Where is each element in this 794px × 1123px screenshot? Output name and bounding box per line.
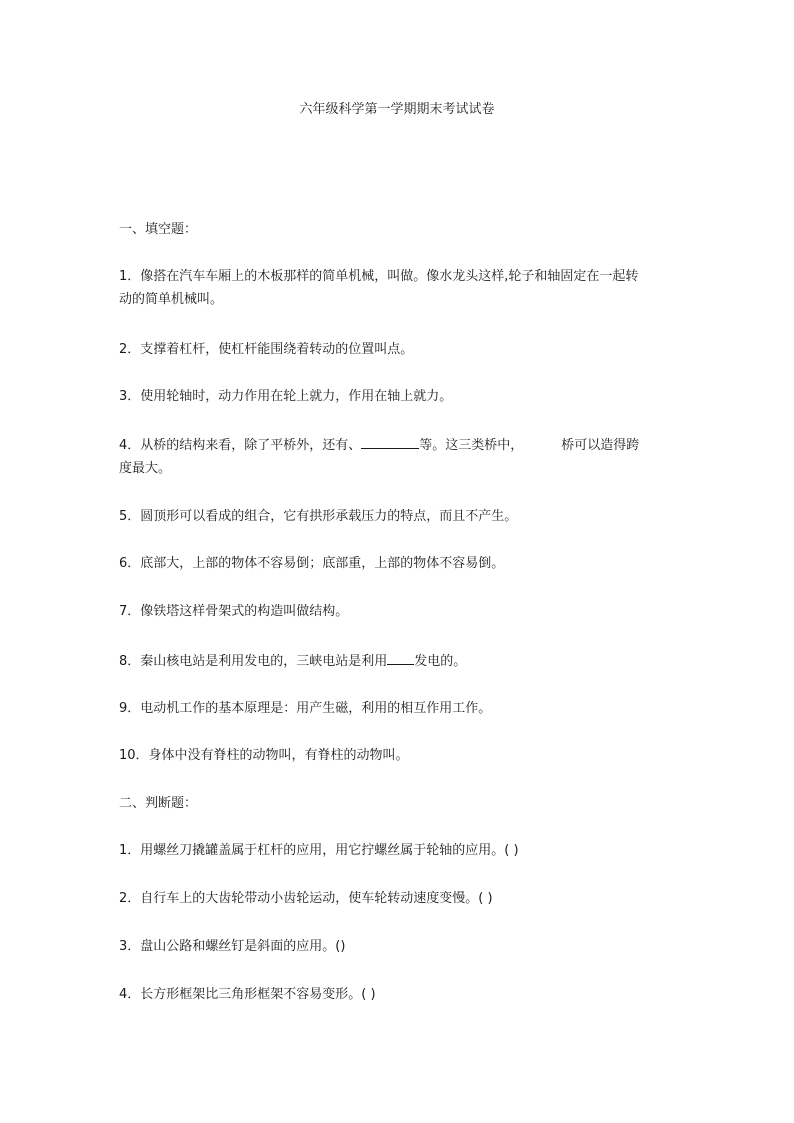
- question-8-part-a: 8．秦山核电站是利用发电的，三峡电站是利用: [119, 654, 388, 669]
- question-4-part-c: 桥可以造得跨: [561, 438, 640, 453]
- section-heading-fill-blank: 一、填空题：: [119, 222, 198, 237]
- question-8-part-b: 发电的。: [414, 654, 467, 669]
- tf-question-3: 3．盘山公路和螺丝钉是斜面的应用。(): [119, 939, 346, 954]
- question-10: 10．身体中没有脊柱的动物叫，有脊柱的动物叫。: [119, 748, 409, 763]
- question-1-line-1: 1．像搭在汽车车厢上的木板那样的简单机械，叫做。像水龙头这样,轮子和轴固定在一起转: [119, 269, 639, 284]
- question-4-line-1: [119, 434, 679, 457]
- page-title: 六年级科学第一学期期末考试试卷: [299, 102, 495, 117]
- section-heading-true-false: 二、判断题：: [119, 796, 198, 811]
- question-6: 6．底部大，上部的物体不容易倒；底部重，上部的物体不容易倒。: [119, 556, 505, 571]
- question-2: 2．支撑着杠杆，使杠杆能围绕着转动的位置叫点。: [119, 342, 414, 357]
- question-7: 7．像铁塔这样骨架式的构造叫做结构。: [119, 604, 349, 619]
- question-3: 3．使用轮轴时，动力作用在轮上就力，作用在轴上就力。: [119, 389, 453, 404]
- question-5: 5．圆顶形可以看成的组合，它有拱形承载压力的特点，而且不产生。: [119, 509, 518, 524]
- answer-blank: [361, 434, 419, 449]
- question-1-line-2: 动的简单机械叫。: [119, 292, 224, 307]
- tf-question-1: 1．用螺丝刀撬罐盖属于杠杆的应用，用它拧螺丝属于轮轴的应用。( ): [119, 843, 519, 858]
- question-4-line-2: 度最大。: [119, 461, 172, 476]
- question-4-part-a: 4．从桥的结构来看，除了平桥外，还有、: [119, 438, 362, 453]
- tf-question-2: 2．自行车上的大齿轮带动小齿轮运动，使车轮转动速度变慢。( ): [119, 891, 493, 906]
- question-9: 9．电动机工作的基本原理是：用产生磁，利用的相互作用工作。: [119, 701, 492, 716]
- tf-question-4: 4．长方形框架比三角形框架不容易变形。( ): [119, 987, 376, 1002]
- question-4-part-b: 等。这三类桥中，: [419, 438, 524, 453]
- question-8: [119, 650, 679, 673]
- answer-blank: [387, 650, 414, 665]
